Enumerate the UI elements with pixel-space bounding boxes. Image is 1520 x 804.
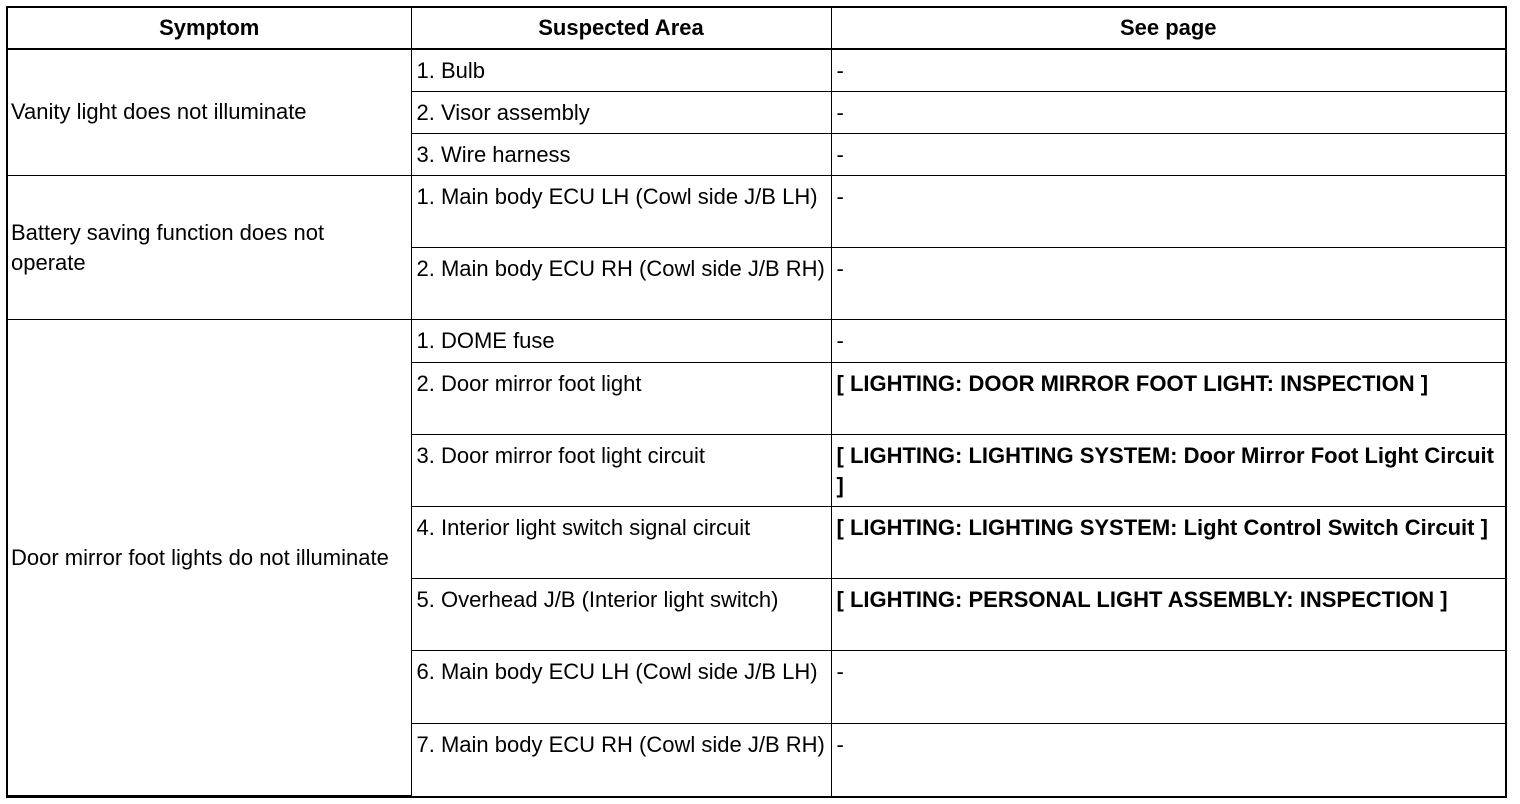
symptom-cell: Door mirror foot lights do not illuminate — [8, 320, 411, 796]
suspected-area-cell: 6. Main body ECU LH (Cowl side J/B LH) — [411, 651, 831, 723]
table-row — [8, 320, 1505, 362]
symptom-table — [8, 8, 1505, 796]
suspected-area-cell: 3. Wire harness — [411, 133, 831, 175]
suspected-area-cell: 2. Door mirror foot light — [411, 362, 831, 434]
see-page-cell: - — [831, 133, 1505, 175]
suspected-area-cell: 5. Overhead J/B (Interior light switch) — [411, 579, 831, 651]
see-page-link[interactable]: [ LIGHTING: LIGHTING SYSTEM: Door Mirror Foot Light Circuit ] — [831, 434, 1505, 506]
see-page-cell: - — [831, 320, 1505, 362]
see-page-link[interactable]: [ LIGHTING: PERSONAL LIGHT ASSEMBLY: INSPECTION ] — [831, 579, 1505, 651]
header-row — [8, 8, 1505, 49]
suspected-area-cell: 1. DOME fuse — [411, 320, 831, 362]
header-see-page: See page — [831, 8, 1505, 49]
suspected-area-cell: 4. Interior light switch signal circuit — [411, 507, 831, 579]
suspected-area-cell: 2. Main body ECU RH (Cowl side J/B RH) — [411, 248, 831, 320]
see-page-cell: - — [831, 91, 1505, 133]
see-page-link[interactable]: [ LIGHTING: LIGHTING SYSTEM: Light Control Switch Circuit ] — [831, 507, 1505, 579]
suspected-area-cell: 7. Main body ECU RH (Cowl side J/B RH) — [411, 723, 831, 795]
suspected-area-cell: 1. Bulb — [411, 49, 831, 91]
see-page-link[interactable]: [ LIGHTING: DOOR MIRROR FOOT LIGHT: INSPECTION ] — [831, 362, 1505, 434]
symptom-cell: Vanity light does not illuminate — [8, 49, 411, 175]
table-row — [8, 175, 1505, 247]
troubleshooting-table-frame — [6, 6, 1507, 798]
header-symptom: Symptom — [8, 8, 411, 49]
table-row — [8, 49, 1505, 91]
see-page-cell: - — [831, 49, 1505, 91]
header-suspected-area: Suspected Area — [411, 8, 831, 49]
see-page-cell: - — [831, 723, 1505, 795]
suspected-area-cell: 2. Visor assembly — [411, 91, 831, 133]
symptom-cell: Battery saving function does not operate — [8, 175, 411, 319]
suspected-area-cell: 3. Door mirror foot light circuit — [411, 434, 831, 506]
see-page-cell: - — [831, 248, 1505, 320]
see-page-cell: - — [831, 651, 1505, 723]
suspected-area-cell: 1. Main body ECU LH (Cowl side J/B LH) — [411, 175, 831, 247]
see-page-cell: - — [831, 175, 1505, 247]
